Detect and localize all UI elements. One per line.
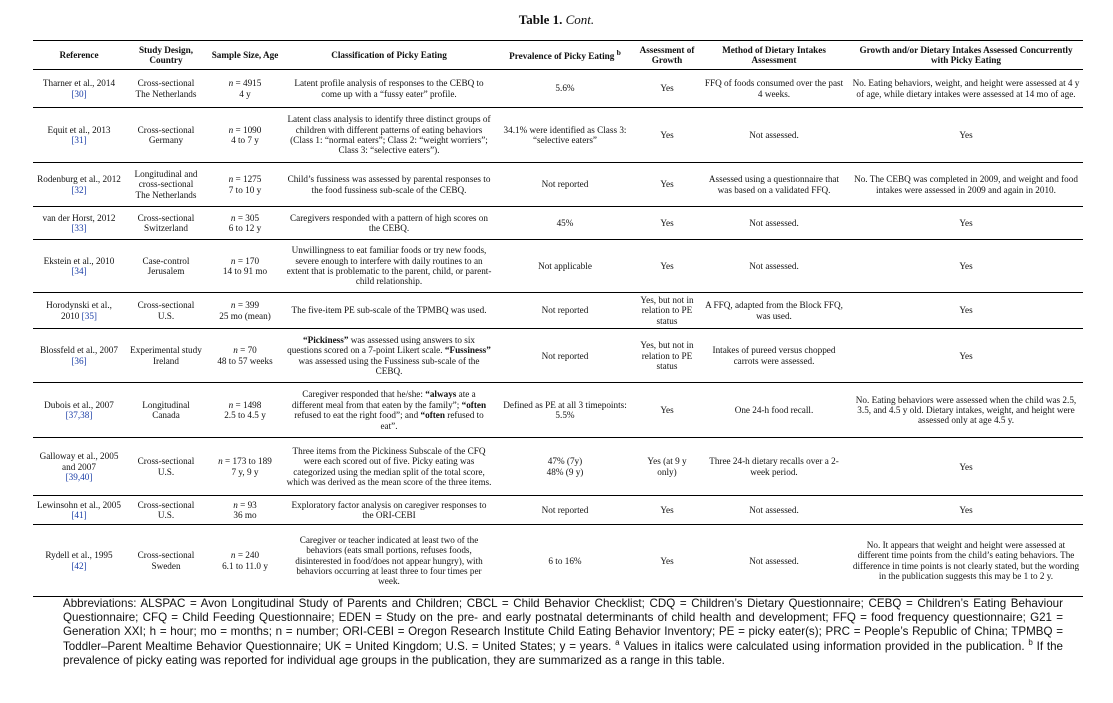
cell-prevalence: Not applicable — [495, 240, 635, 293]
cell-method: Not assessed. — [699, 108, 849, 163]
cell-prevalence: 47% (7y) 48% (9 y) — [495, 438, 635, 496]
cell-reference: van der Horst, 2012 [33] — [33, 207, 125, 240]
citation-link[interactable]: [41] — [71, 510, 87, 521]
cell-reference: Rydell et al., 1995 [42] — [33, 525, 125, 597]
cell-classification: Exploratory factor analysis on caregiver responses to the ORI-CEBI — [283, 496, 495, 525]
table-row — [33, 108, 1083, 163]
cell-concurrent: Yes — [849, 438, 1083, 496]
cell-concurrent: No. It appears that weight and height were assessed at different time points from the child’s eating behaviors. The difference in time points is not clearly stated, but the wording in the publication suggests this may be 1 to 2 y. — [849, 525, 1083, 597]
cell-prevalence: Not reported — [495, 496, 635, 525]
table-row — [33, 525, 1083, 597]
cell-growth: Yes, but not in relation to PE status — [635, 329, 699, 383]
cell-classification: “Pickiness” was assessed using answers to six questions scored on a 7-point Likert scale. “Fussiness” was assessed using the Fussiness sub-scale of the CEBQ. — [283, 329, 495, 383]
cell-design: Longitudinal and cross-sectional The Netherlands — [125, 163, 207, 207]
cell-reference: Blossfeld et al., 2007 [36] — [33, 329, 125, 383]
table-row — [33, 240, 1083, 293]
cell-design: Cross-sectional Germany — [125, 108, 207, 163]
cell-concurrent: Yes — [849, 496, 1083, 525]
table-row — [33, 438, 1083, 496]
citation-link[interactable]: [31] — [71, 135, 87, 145]
citation-link[interactable]: [42] — [71, 560, 87, 571]
cell-design: Longitudinal Canada — [125, 383, 207, 438]
cell-classification: The five-item PE sub-scale of the TPMBQ was used. — [283, 293, 495, 329]
cell-reference: Equit et al., 2013 [31] — [33, 108, 125, 163]
table-row — [33, 383, 1083, 438]
cell-classification: Three items from the Pickiness Subscale of the CFQ were each scored out of five. Picky eating was categorized using the median split of the total score, which was derived as the mean score of the three items. — [283, 438, 495, 496]
cell-concurrent: Yes — [849, 293, 1083, 329]
cell-method: FFQ of foods consumed over the past 4 weeks. — [699, 70, 849, 108]
cell-design: Cross-sectional U.S. — [125, 293, 207, 329]
cell-concurrent: Yes — [849, 240, 1083, 293]
cell-sample: n = 93 36 mo — [207, 496, 283, 525]
cell-growth: Yes — [635, 240, 699, 293]
cell-growth: Yes (at 9 y only) — [635, 438, 699, 496]
cell-prevalence: 45% — [495, 207, 635, 240]
cell-reference: Ekstein et al., 2010 [34] — [33, 240, 125, 293]
citation-link[interactable]: [35] — [81, 310, 97, 321]
cell-growth: Yes — [635, 383, 699, 438]
cell-method: Not assessed. — [699, 525, 849, 597]
cell-method: Not assessed. — [699, 207, 849, 240]
cell-sample: n = 240 6.1 to 11.0 y — [207, 525, 283, 597]
table-label: Table 1. — [518, 12, 563, 27]
cell-classification: Caregiver or teacher indicated at least two of the behaviors (eats small portions, refuses foods, disinterested in food/does not appear hungry), with behaviors occurring at least three to four times per week. — [283, 525, 495, 597]
citation-link[interactable]: [36] — [71, 355, 87, 366]
footnote-abbreviations: Abbreviations: ALSPAC = Avon Longitudinal Study of Parents and Children; CBCL = Child Behavior Checklist; CDQ = Children’s Dietary Questionnaire; CEBQ = Children’s Eating Behaviour Questionnaire; CFQ = Child Feeding Questionnaire; EDEN = Study on the pre- and early postnatal determinants of child health and development; FFQ = food frequency questionnaire; G21 = Generation XXI; h = hour; mo = months; n = number; ORI-CEBI = Oregon Research Institute Child Eating Behavior Inventory; PE = picky eater(s); PRC = People’s Republic of China; TPMBQ = Toddler–Parent Mealtime Behavior Questionnaire; UK = United Kingdom; U.S. = United States; y = years. — [63, 597, 1063, 653]
cell-method: A FFQ, adapted from the Block FFQ, was used. — [699, 293, 849, 329]
table-footnote — [63, 597, 1063, 668]
cell-classification: Latent profile analysis of responses to the CEBQ to come up with a “fussy eater” profile. — [283, 70, 495, 108]
cell-prevalence: 34.1% were identified as Class 3: “selective eaters” — [495, 108, 635, 163]
cell-reference: Lewinsohn et al., 2005 [41] — [33, 496, 125, 525]
header-row — [33, 41, 1083, 70]
citation-link[interactable]: [37,38] — [65, 410, 93, 421]
cell-growth: Yes — [635, 163, 699, 207]
cell-sample: n = 305 6 to 12 y — [207, 207, 283, 240]
cell-design: Cross-sectional Sweden — [125, 525, 207, 597]
cell-concurrent: Yes — [849, 108, 1083, 163]
citation-link[interactable]: [30] — [71, 88, 87, 99]
col-header-classification: Classification of Picky Eating — [283, 41, 495, 70]
cell-design: Case-control Jerusalem — [125, 240, 207, 293]
cell-classification: Latent class analysis to identify three distinct groups of children with different patterns of eating behaviors (Class 1: “normal eaters”; Class 2: “weight worriers”; Class 3: “selective eaters”). — [283, 108, 495, 163]
cell-sample: n = 1090 4 to 7 y — [207, 108, 283, 163]
table-cont: Cont. — [565, 12, 595, 27]
footnote-b-marker: b — [1028, 637, 1033, 647]
cell-classification: Unwillingness to eat familiar foods or try new foods, severe enough to interfere with daily routines to an extent that is problematic to the parent, child, or parent-child relationship. — [283, 240, 495, 293]
cell-classification: Child’s fussiness was assessed by parental responses to the food fussiness sub-scale of the CEBQ. — [283, 163, 495, 207]
cell-prevalence: Not reported — [495, 293, 635, 329]
col-header-sample: Sample Size, Age — [207, 41, 283, 70]
col-header-design: Study Design, Country — [125, 41, 207, 70]
col-header-method: Method of Dietary Intakes Assessment — [699, 41, 849, 70]
cell-prevalence: 5.6% — [495, 70, 635, 108]
cell-prevalence: Not reported — [495, 163, 635, 207]
cell-design: Experimental study Ireland — [125, 329, 207, 383]
cell-sample: n = 1275 7 to 10 y — [207, 163, 283, 207]
cell-concurrent: No. The CEBQ was completed in 2009, and weight and food intakes were assessed in 2009 and again in 2010. — [849, 163, 1083, 207]
table-row — [33, 207, 1083, 240]
cell-classification: Caregiver responded that he/she: “always ate a different meal from that eaten by the family”; “often refused to eat the right food”; and “often refused to eat”. — [283, 383, 495, 438]
citation-link[interactable]: [34] — [71, 266, 87, 276]
cell-sample: n = 170 14 to 91 mo — [207, 240, 283, 293]
cell-method: Not assessed. — [699, 240, 849, 293]
citation-link[interactable]: [32] — [71, 184, 87, 195]
cell-sample: n = 70 48 to 57 weeks — [207, 329, 283, 383]
cell-design: Cross-sectional The Netherlands — [125, 70, 207, 108]
cell-design: Cross-sectional U.S. — [125, 438, 207, 496]
cell-concurrent: No. Eating behaviors were assessed when the child was 2.5, 3.5, and 4.5 y old. Dietary intakes, weight, and height were assessed only at age 4.5 y. — [849, 383, 1083, 438]
table-row — [33, 293, 1083, 329]
col-header-prevalence: Prevalence of Picky Eating $^b$ — [495, 41, 635, 70]
cell-growth: Yes, but not in relation to PE status — [635, 293, 699, 329]
cell-method: Intakes of pureed versus chopped carrots were assessed. — [699, 329, 849, 383]
cell-reference: Rodenburg et al., 2012 [32] — [33, 163, 125, 207]
cell-sample: n = 173 to 189 7 y, 9 y — [207, 438, 283, 496]
table-title — [0, 12, 1113, 28]
cell-reference: Horodynski et al., 2010 [35] — [33, 293, 125, 329]
col-header-growth: Assessment of Growth — [635, 41, 699, 70]
cell-sample: n = 399 25 mo (mean) — [207, 293, 283, 329]
table-row — [33, 329, 1083, 383]
cell-growth: Yes — [635, 70, 699, 108]
col-header-reference: Reference — [33, 41, 125, 70]
cell-prevalence: 6 to 16% — [495, 525, 635, 597]
cell-classification: Caregivers responded with a pattern of high scores on the CEBQ. — [283, 207, 495, 240]
cell-method: Three 24-h dietary recalls over a 2-week period. — [699, 438, 849, 496]
cell-growth: Yes — [635, 108, 699, 163]
citation-link[interactable]: [33] — [71, 223, 87, 233]
cell-prevalence: Defined as PE at all 3 timepoints: 5.5% — [495, 383, 635, 438]
footnote-a-marker: a — [615, 637, 620, 647]
cell-reference: Dubois et al., 2007 [37,38] — [33, 383, 125, 438]
cell-concurrent: No. Eating behaviors, weight, and height were assessed at 4 y of age, while dietary intakes were assessed at 14 mo of age. — [849, 70, 1083, 108]
col-header-concurrent: Growth and/or Dietary Intakes Assessed Concurrently with Picky Eating — [849, 41, 1083, 70]
cell-reference: Tharner et al., 2014 [30] — [33, 70, 125, 108]
cell-method: One 24-h food recall. — [699, 383, 849, 438]
cell-concurrent: Yes — [849, 329, 1083, 383]
footnote-b-text: If the prevalence of picky eating was reported for individual age groups in the publication, they are summarized as a range in this table. — [63, 639, 1063, 667]
citation-link[interactable]: [39,40] — [65, 471, 93, 482]
table-row — [33, 163, 1083, 207]
table-row — [33, 496, 1083, 525]
cell-design: Cross-sectional U.S. — [125, 496, 207, 525]
table-row — [33, 70, 1083, 108]
cell-growth: Yes — [635, 525, 699, 597]
cell-design: Cross-sectional Switzerland — [125, 207, 207, 240]
footnote-a-text: Values in italics were calculated using information provided in the publication. — [619, 639, 1029, 653]
data-table — [33, 40, 1083, 597]
cell-sample: n = 4915 4 y — [207, 70, 283, 108]
cell-prevalence: Not reported — [495, 329, 635, 383]
cell-sample: n = 1498 2.5 to 4.5 y — [207, 383, 283, 438]
cell-method: Not assessed. — [699, 496, 849, 525]
cell-method: Assessed using a questionnaire that was based on a validated FFQ. — [699, 163, 849, 207]
cell-growth: Yes — [635, 496, 699, 525]
cell-growth: Yes — [635, 207, 699, 240]
cell-concurrent: Yes — [849, 207, 1083, 240]
cell-reference: Galloway et al., 2005 and 2007 [39,40] — [33, 438, 125, 496]
